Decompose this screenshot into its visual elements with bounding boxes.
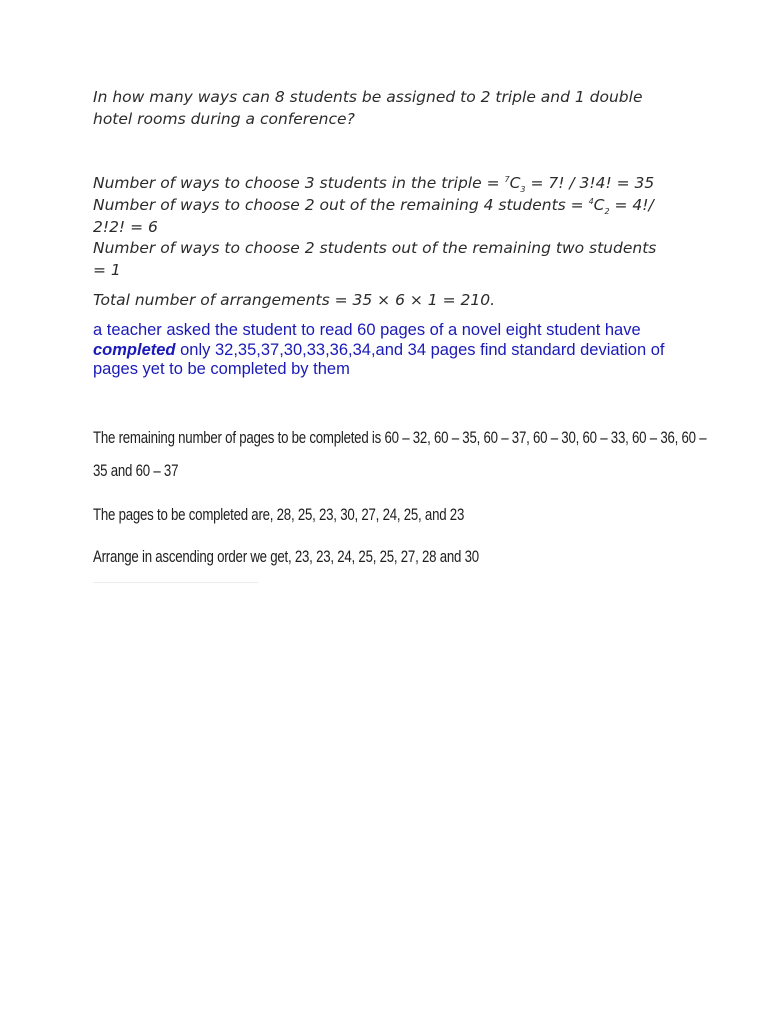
answer-pages-line: The pages to be completed are, 28, 25, 23, 30, 27, 24, 25, and 23: [93, 505, 465, 524]
combination-n-superscript: 7: [504, 174, 510, 184]
divider-line: [93, 582, 258, 583]
combination-symbol: C: [509, 174, 521, 192]
combination-n-superscript: 4: [588, 196, 594, 206]
solution-line-triple: [93, 173, 673, 195]
solution-total: Total number of arrangements = 35 × 6 × 1 = 210.: [93, 291, 496, 309]
combination-r-subscript: 3: [520, 185, 526, 195]
combination-symbol: C: [593, 196, 605, 214]
problem-statement: [93, 321, 673, 380]
problem-statement-part2: only 32,35,37,30,33,36,34,and 34 pages find standard deviation of pages yet to be completed by them: [93, 340, 665, 378]
question-text: In how many ways can 8 students be assigned to 2 triple and 1 double hotel rooms during a conference?: [93, 88, 643, 128]
problem-statement-part1: a teacher asked the student to read 60 pages of a novel eight student have: [93, 321, 641, 339]
combination-r-subscript: 2: [604, 207, 610, 217]
solution-line-double: [93, 195, 673, 238]
solution-line-double-prefix: Number of ways to choose 2 out of the remaining 4 students =: [93, 196, 589, 214]
answer-remaining-line-2: 35 and 60 – 37: [93, 461, 179, 480]
solution-line-remaining: Number of ways to choose 2 students out of the remaining two students = 1: [93, 239, 657, 279]
solution-line-triple-prefix: Number of ways to choose 3 students in the triple =: [93, 174, 505, 192]
solution-line-triple-suffix: = 7! / 3!4! = 35: [525, 174, 655, 192]
answer-remaining-line-1: The remaining number of pages to be completed is 60 – 32, 60 – 35, 60 – 37, 60 – 30, 60 – 33, 60 – 36, 60 –: [93, 428, 707, 447]
solution-line-double-suffix: = 4!/ 2!2! = 6: [93, 196, 654, 236]
problem-statement-emphasis: completed: [93, 340, 176, 359]
answer-ascending-line: Arrange in ascending order we get, 23, 23, 24, 25, 25, 27, 28 and 30: [93, 547, 479, 566]
